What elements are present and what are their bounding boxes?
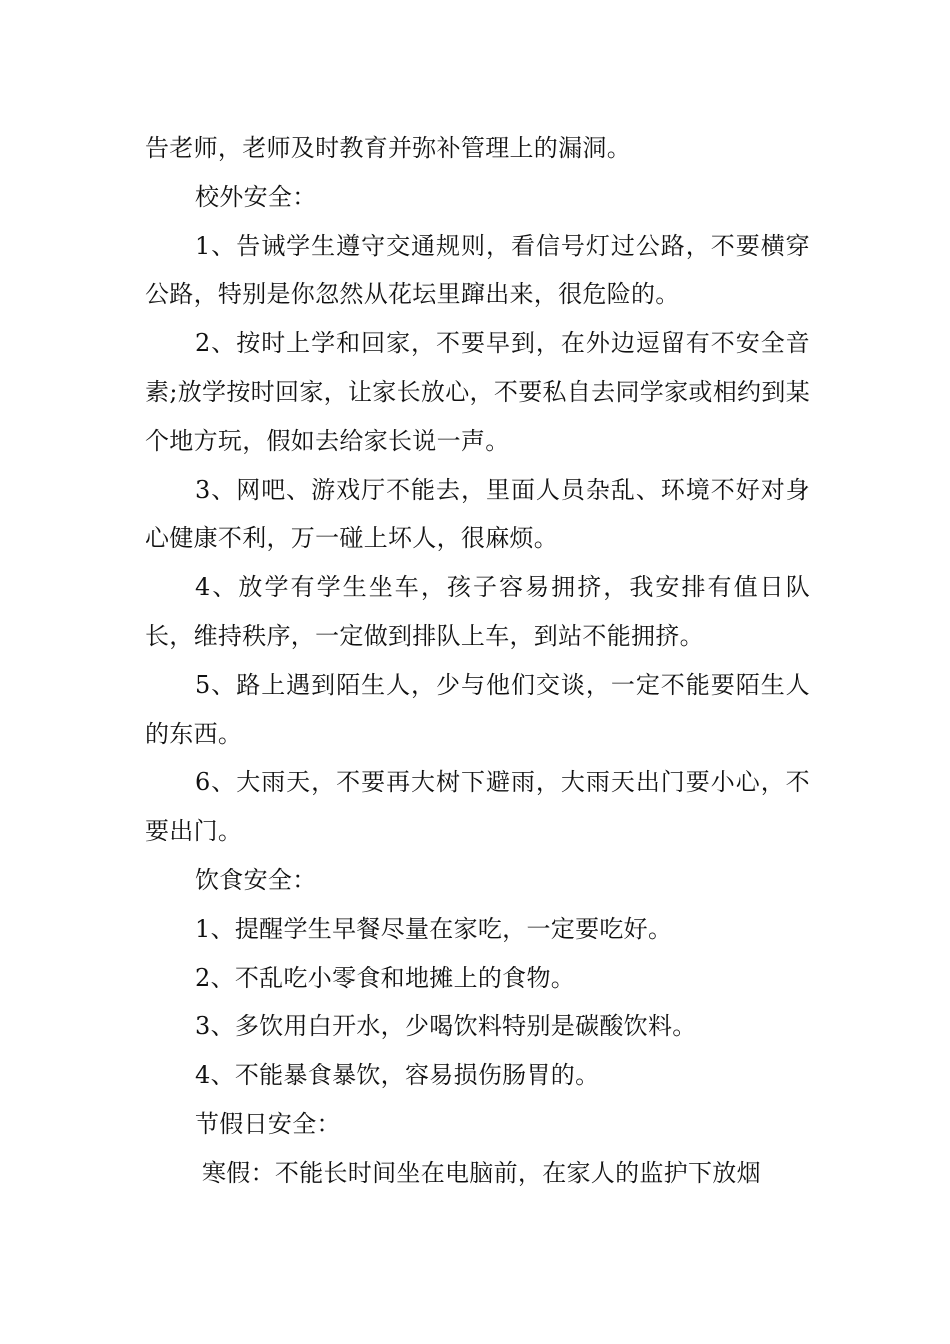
section-heading-offcampus-safety: 校外安全： [195,182,317,211]
paragraph-rainy-day: 6、大雨天，不要再大树下避雨，大雨天出门要小心，不要出门。 [145,768,810,846]
paragraph-strangers: 5、路上遇到陌生人，少与他们交谈，一定不能要陌生人的东西。 [145,670,810,748]
paragraph-water: 3、多饮用白开水，少喝饮料特别是碳酸饮料。 [195,1012,697,1041]
paragraph-school-schedule: 2、按时上学和回家，不要早到，在外边逗留有不安全音素;放学按时回家，让家长放心，不要私自去同学家或相约到某个地方玩，假如去给家长说一声。 [145,329,810,455]
paragraph-snacks: 2、不乱吃小零食和地摊上的食物。 [195,963,576,992]
section-heading-food-safety: 饮食安全： [195,865,317,894]
document-body [145,124,810,1198]
section-heading-holiday-safety: 节假日安全： [195,1109,341,1138]
paragraph-internet-cafe: 3、网吧、游戏厅不能去，里面人员杂乱、环境不好对身心健康不利，万一碰上坏人，很麻烦。 [145,475,810,553]
paragraph-breakfast: 1、提醒学生早餐尽量在家吃，一定要吃好。 [195,914,673,943]
paragraph-traffic-rules: 1、告诫学生遵守交通规则，看信号灯过公路，不要横穿公路，特别是你忽然从花坛里蹿出来，很危险的。 [145,231,810,309]
paragraph-winter-vacation: 寒假：不能长时间坐在电脑前，在家人的监护下放烟 [202,1158,761,1187]
paragraph-overeating: 4、不能暴食暴饮，容易损伤肠胃的。 [195,1061,600,1090]
paragraph-continuation: 告老师，老师及时教育并弥补管理上的漏洞。 [145,134,631,162]
paragraph-bus-order: 4、放学有学生坐车，孩子容易拥挤，我安排有值日队长，维持秩序，一定做到排队上车，到站不能拥挤。 [145,573,810,650]
